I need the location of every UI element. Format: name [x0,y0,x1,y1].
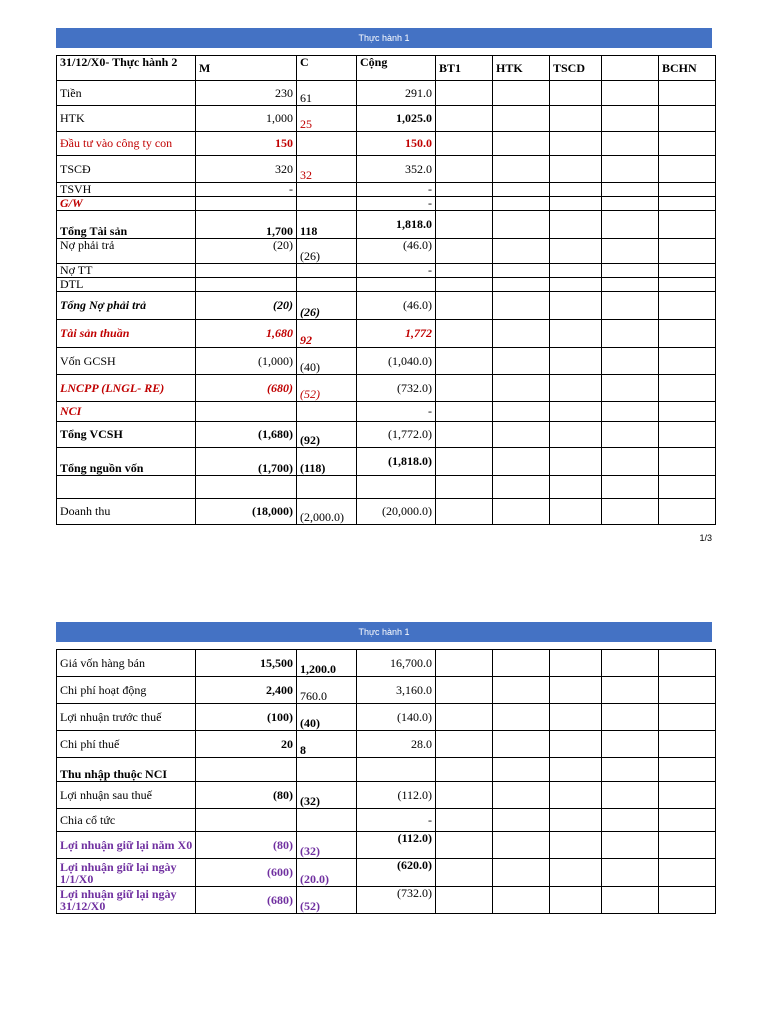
cell-m: (20) [196,292,297,320]
table-row [57,183,716,197]
cell-m: 150 [196,132,297,156]
header-cell: M [196,56,297,81]
header-cell: BCHN [659,56,716,81]
cell-total: 28.0 [357,731,436,758]
row-label: DTL [57,278,196,292]
cell-total: - [357,402,436,422]
cell-total: (732.0) [357,375,436,402]
cell-c [297,197,357,211]
cell-m [196,758,297,782]
table-row [57,320,716,348]
cell-m [196,809,297,832]
row-label: Tiền [57,81,196,106]
cell-m: 320 [196,156,297,183]
cell-c [297,809,357,832]
table-row [57,106,716,132]
cell-m [196,197,297,211]
cell-c: 118 [297,211,357,239]
cell-m: - [196,183,297,197]
page-header-title: Thực hành 1 [358,33,410,43]
cell-m: 1,000 [196,106,297,132]
table-row [57,782,716,809]
cell-c [297,183,357,197]
table-row [57,758,716,782]
cell-total: - [357,197,436,211]
cell-c [297,758,357,782]
cell-m: 2,400 [196,677,297,704]
row-label: Lợi nhuận giữ lại ngày 31/12/X0 [57,887,196,914]
income-statement-table [56,649,716,914]
cell-m: (80) [196,832,297,859]
cell-total: (112.0) [357,832,436,859]
row-label: Nợ phải trả [57,239,196,264]
cell-m [196,402,297,422]
table-row [57,859,716,887]
cell-total: (46.0) [357,239,436,264]
row-label: Giá vốn hàng bán [57,650,196,677]
table-row [57,731,716,758]
cell-m: (1,700) [196,448,297,476]
row-label: Tổng VCSH [57,422,196,448]
cell-c: 8 [297,731,357,758]
cell-total: (46.0) [357,292,436,320]
cell-total: - [357,809,436,832]
table-row [57,677,716,704]
table-row [57,887,716,914]
cell-m: (100) [196,704,297,731]
cell-m: 20 [196,731,297,758]
cell-m [196,476,297,499]
page-header-title: Thực hành 1 [358,627,410,637]
cell-total: (1,818.0) [357,448,436,476]
table-row [57,156,716,183]
cell-total: 291.0 [357,81,436,106]
row-label: G/W [57,197,196,211]
cell-total: (620.0) [357,859,436,887]
cell-m: (1,000) [196,348,297,375]
row-label: Lợi nhuận giữ lại ngày 1/1/X0 [57,859,196,887]
cell-c [297,278,357,292]
table-row [57,476,716,499]
cell-c [297,476,357,499]
cell-c: (52) [297,375,357,402]
row-label: HTK [57,106,196,132]
cell-c: 61 [297,81,357,106]
cell-total: 150.0 [357,132,436,156]
cell-total: - [357,264,436,278]
cell-m: 230 [196,81,297,106]
row-label: Tổng Tài sản [57,211,196,239]
page-number: 1/3 [699,533,712,543]
cell-m: (1,680) [196,422,297,448]
cell-c [297,402,357,422]
table-row [57,81,716,106]
header-cell: BT1 [436,56,493,81]
row-label: Tài sản thuần [57,320,196,348]
row-label: Chia cổ tức [57,809,196,832]
row-label: TSCĐ [57,156,196,183]
table-row [57,422,716,448]
cell-m: 15,500 [196,650,297,677]
row-label: Lợi nhuận sau thuế [57,782,196,809]
row-label: Thu nhập thuộc NCI [57,758,196,782]
cell-total [357,476,436,499]
table-row [57,292,716,320]
table-row [57,132,716,156]
cell-c: 25 [297,106,357,132]
cell-c: 92 [297,320,357,348]
header-cell: 31/12/X0- Thực hành 2 [57,56,196,81]
cell-total: (112.0) [357,782,436,809]
row-label [57,476,196,499]
table-row [57,448,716,476]
cell-m [196,278,297,292]
row-label: NCI [57,402,196,422]
header-cell: C [297,56,357,81]
cell-total [357,758,436,782]
balance-sheet-table [56,55,716,525]
page-header-bar [56,28,712,48]
cell-total: 1,818.0 [357,211,436,239]
cell-c [297,132,357,156]
row-label: Lợi nhuận trước thuế [57,704,196,731]
cell-c: (26) [297,292,357,320]
row-label: Chi phí thuế [57,731,196,758]
table-row [57,375,716,402]
cell-m [196,264,297,278]
table-row [57,278,716,292]
row-label: Đầu tư vào công ty con [57,132,196,156]
table-row [57,211,716,239]
row-label: Vốn GCSH [57,348,196,375]
row-label: Tổng nguồn vốn [57,448,196,476]
cell-c: (52) [297,887,357,914]
cell-total: 16,700.0 [357,650,436,677]
table-row [57,650,716,677]
cell-total: (20,000.0) [357,499,436,525]
cell-c [297,264,357,278]
cell-c: (118) [297,448,357,476]
row-label: TSVH [57,183,196,197]
table-header-row [57,56,716,81]
table-row [57,348,716,375]
cell-c: 32 [297,156,357,183]
table-row [57,402,716,422]
cell-total: (732.0) [357,887,436,914]
header-cell: HTK [493,56,550,81]
cell-c: (2,000.0) [297,499,357,525]
table-row [57,809,716,832]
row-label: Doanh thu [57,499,196,525]
cell-c: (26) [297,239,357,264]
table-row [57,197,716,211]
cell-m: 1,700 [196,211,297,239]
cell-m: (680) [196,375,297,402]
row-label: Tổng Nợ phải trả [57,292,196,320]
cell-m: (600) [196,859,297,887]
row-label: Lợi nhuận giữ lại năm X0 [57,832,196,859]
cell-c: (40) [297,348,357,375]
cell-c: (40) [297,704,357,731]
cell-c: 1,200.0 [297,650,357,677]
cell-c: (32) [297,832,357,859]
table-row [57,704,716,731]
header-cell [602,56,659,81]
page-header-bar [56,622,712,642]
cell-total [357,278,436,292]
cell-total: 1,025.0 [357,106,436,132]
table-row [57,832,716,859]
header-cell: Cộng [357,56,436,81]
table-row [57,239,716,264]
cell-total: (1,040.0) [357,348,436,375]
cell-c: 760.0 [297,677,357,704]
row-label: Chi phí hoạt động [57,677,196,704]
row-label: Nợ TT [57,264,196,278]
cell-total: 3,160.0 [357,677,436,704]
cell-total: 1,772 [357,320,436,348]
cell-m: 1,680 [196,320,297,348]
cell-c: (20.0) [297,859,357,887]
cell-c: (92) [297,422,357,448]
row-label: LNCPP (LNGL- RE) [57,375,196,402]
cell-m: (18,000) [196,499,297,525]
cell-m: (680) [196,887,297,914]
table-row [57,499,716,525]
cell-total: 352.0 [357,156,436,183]
table-row [57,264,716,278]
cell-m: (80) [196,782,297,809]
cell-m: (20) [196,239,297,264]
cell-total: (140.0) [357,704,436,731]
cell-total: - [357,183,436,197]
header-cell: TSCD [550,56,602,81]
cell-c: (32) [297,782,357,809]
cell-total: (1,772.0) [357,422,436,448]
